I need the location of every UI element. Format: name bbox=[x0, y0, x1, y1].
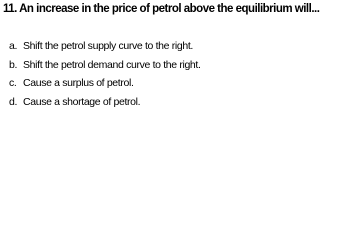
option-text: Shift the petrol supply curve to the right. bbox=[23, 40, 193, 52]
option-text: Shift the petrol demand curve to the right. bbox=[23, 58, 201, 71]
question-title: 11. An increase in the price of petrol above the equilibrium will... bbox=[3, 3, 320, 15]
answer-option-a[interactable] bbox=[9, 40, 201, 59]
option-text: Cause a surplus of petrol. bbox=[23, 77, 134, 89]
option-letter: a. bbox=[9, 40, 18, 52]
answer-option-b[interactable] bbox=[9, 59, 201, 78]
question-block bbox=[3, 2, 347, 16]
option-text: Cause a shortage of petrol. bbox=[23, 95, 141, 108]
option-letter: c. bbox=[9, 77, 17, 89]
answer-option-d[interactable] bbox=[9, 96, 201, 115]
answer-option-c[interactable] bbox=[9, 77, 201, 96]
option-letter: b. bbox=[9, 58, 18, 71]
option-letter: d. bbox=[9, 95, 18, 108]
answer-options-list bbox=[9, 40, 201, 114]
